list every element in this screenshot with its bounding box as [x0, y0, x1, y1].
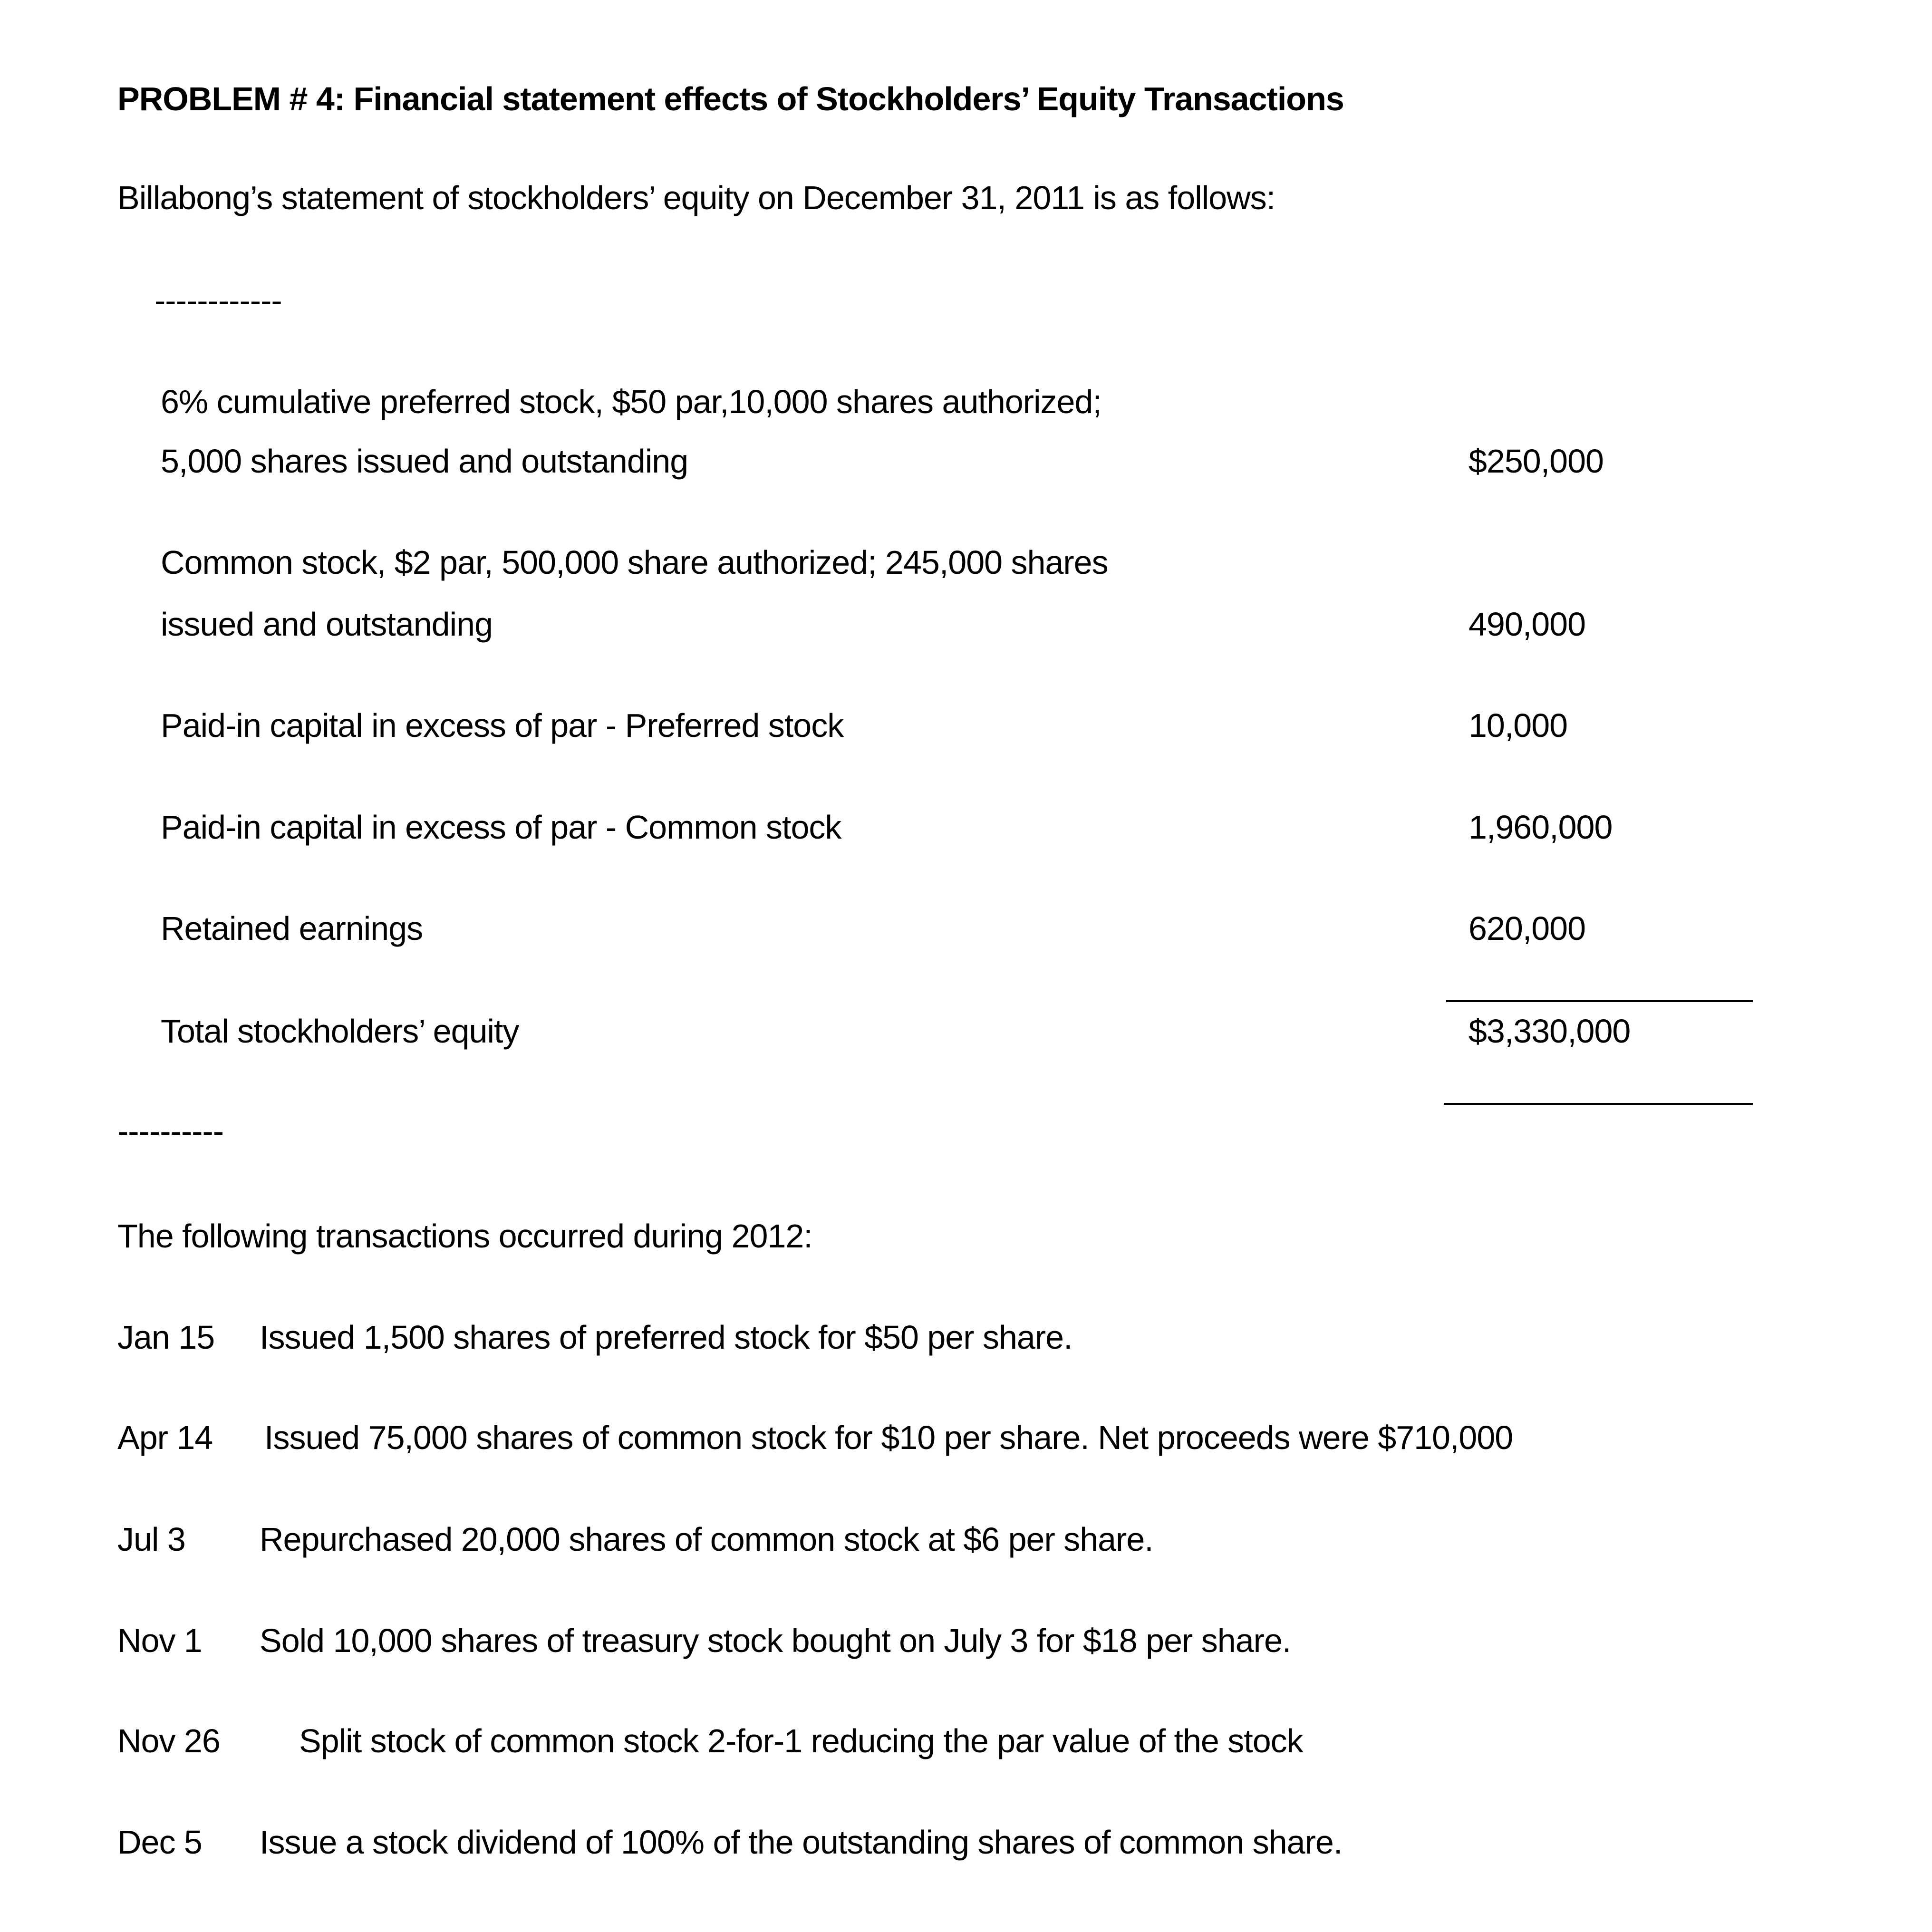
row-amount: 1,960,000	[1468, 809, 1613, 846]
transaction-date: Jul 3	[117, 1521, 185, 1558]
subtotal-rule	[1446, 1000, 1753, 1002]
dash-separator-top: ------------	[155, 282, 282, 319]
transaction-text: Sold 10,000 shares of treasury stock bought on July 3 for $18 per share.	[260, 1622, 1291, 1659]
transaction-text: Repurchased 20,000 shares of common stock at $6 per share.	[260, 1521, 1153, 1558]
row-label: Paid-in capital in excess of par - Preferred stock	[161, 707, 844, 744]
row-label: 6% cumulative preferred stock, $50 par,10,000 shares authorized;	[161, 383, 1101, 420]
row-label: issued and outstanding	[161, 606, 493, 643]
transaction-text: Issued 1,500 shares of preferred stock for $50 per share.	[260, 1319, 1072, 1356]
intro-text: Billabong’s statement of stockholders’ equity on December 31, 2011 is as follows:	[117, 179, 1275, 216]
transaction-date: Dec 5	[117, 1824, 202, 1861]
row-label: 5,000 shares issued and outstanding	[161, 443, 688, 480]
total-amount: $3,330,000	[1468, 1013, 1631, 1050]
transaction-date: Nov 1	[117, 1622, 202, 1659]
row-amount: 620,000	[1468, 910, 1586, 947]
transaction-date: Jan 15	[117, 1319, 215, 1356]
row-amount: $250,000	[1468, 443, 1604, 480]
total-rule	[1444, 1103, 1753, 1105]
problem-title: PROBLEM # 4: Financial statement effects of Stockholders’ Equity Transactions	[117, 80, 1344, 117]
row-amount: 10,000	[1468, 707, 1568, 744]
transaction-date: Nov 26	[117, 1722, 220, 1759]
row-label: Retained earnings	[161, 910, 423, 947]
total-label: Total stockholders’ equity	[161, 1013, 519, 1050]
row-amount: 490,000	[1468, 606, 1586, 643]
dash-separator-bottom: ----------	[117, 1112, 224, 1150]
row-label: Paid-in capital in excess of par - Common stock	[161, 809, 841, 846]
transaction-text: Issue a stock dividend of 100% of the outstanding shares of common share.	[260, 1824, 1343, 1861]
transactions-intro: The following transactions occurred during 2012:	[117, 1217, 812, 1255]
transaction-date: Apr 14	[117, 1419, 213, 1456]
transaction-text: Issued 75,000 shares of common stock for $10 per share. Net proceeds were $710,000	[264, 1419, 1513, 1456]
transaction-text: Split stock of common stock 2-for-1 reducing the par value of the stock	[299, 1722, 1303, 1759]
row-label: Common stock, $2 par, 500,000 share authorized; 245,000 shares	[161, 544, 1108, 581]
